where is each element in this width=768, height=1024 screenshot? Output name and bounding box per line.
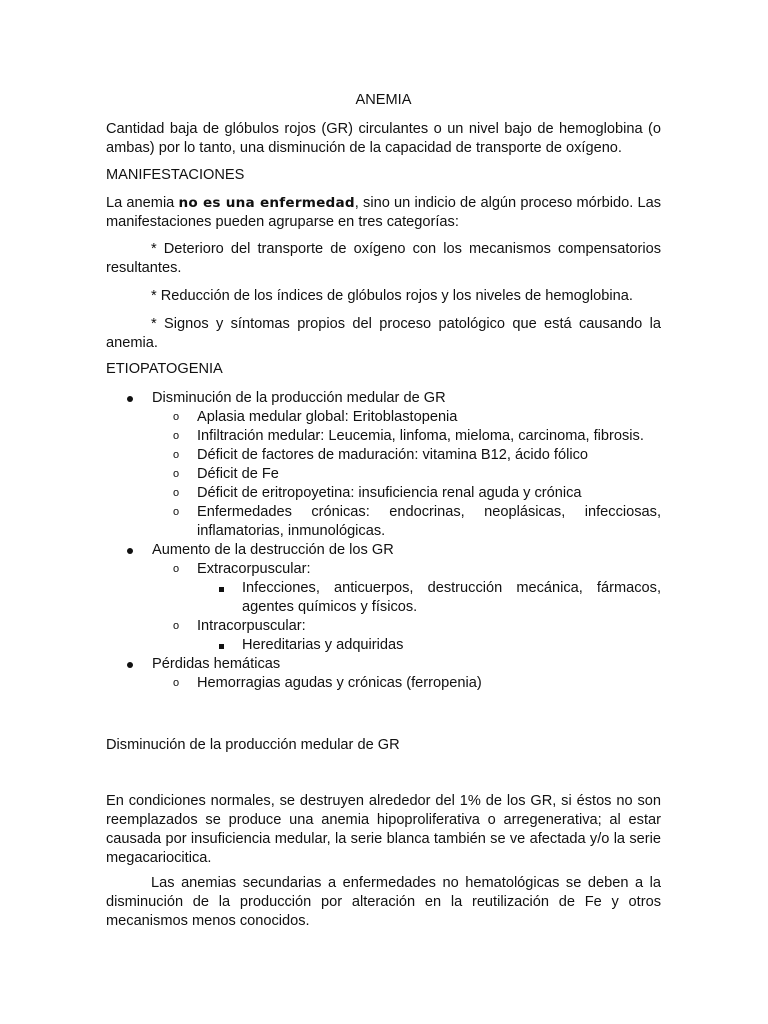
category-paragraph: * Signos y síntomas propios del proceso patológico que está causando la anemia. <box>106 316 661 351</box>
circle-bullet-icon: o <box>173 430 180 442</box>
square-bullet-icon <box>219 636 224 655</box>
list-item <box>106 655 661 674</box>
list-item <box>106 408 661 427</box>
list-item <box>106 427 661 446</box>
list-item-text: Intracorpuscular: <box>197 618 306 634</box>
list-item-text: Aplasia medular global: Eritoblastopenia <box>197 409 458 425</box>
category-paragraph: * Reducción de los índices de glóbulos rojos y los niveles de hemoglobina. <box>151 288 633 304</box>
list-item <box>106 617 661 636</box>
list-item <box>106 636 661 655</box>
intro-bold-text: no es una enfermedad <box>178 195 355 211</box>
list-item-text: Infecciones, anticuerpos, destrucción mecánica, fármacos, agentes químicos y físicos. <box>242 580 661 615</box>
circle-bullet-icon: o <box>173 506 180 518</box>
list-item <box>106 541 661 560</box>
category-paragraph: * Deterioro del transporte de oxígeno con los mecanismos compensatorios resultantes. <box>106 241 661 276</box>
list-item-text: Déficit de factores de maduración: vitamina B12, ácido fólico <box>197 447 588 463</box>
circle-bullet-icon: o <box>173 677 180 689</box>
square-bullet-icon <box>219 579 224 598</box>
intro-text-continued: , sino un indicio de algún proceso mórbido. Las manifestaciones pueden agruparse en tres categorías: <box>106 195 662 230</box>
section-paragraph: Las anemias secundarias a enfermedades no hematológicas se deben a la disminución de la producción por alteración en la reutilización de Fe y otros mecanismos menos conocidos. <box>106 875 661 929</box>
list-item <box>106 560 661 579</box>
definition-paragraph: Cantidad baja de glóbulos rojos (GR) circulantes o un nivel bajo de hemoglobina (o ambas) por lo tanto, una disminución de la capacidad de transporte de oxígeno. <box>106 121 661 156</box>
list-item-text: Disminución de la producción medular de GR <box>152 390 446 406</box>
etiopatogenia-list <box>106 389 661 693</box>
list-item-text: Déficit de Fe <box>197 466 279 482</box>
circle-bullet-icon: o <box>173 449 180 461</box>
bullet-icon <box>127 655 133 674</box>
list-item-text: Aumento de la destrucción de los GR <box>152 542 394 558</box>
etiopatogenia-heading: ETIOPATOGENIA <box>106 361 223 377</box>
list-item <box>106 446 661 465</box>
list-item <box>106 579 661 617</box>
list-item-text: Enfermedades crónicas: endocrinas, neoplásicas, infecciosas, inflamatorias, inmunológicas. <box>197 504 661 539</box>
intro-text: La anemia <box>106 195 179 211</box>
circle-bullet-icon: o <box>173 468 180 480</box>
list-item <box>106 674 661 693</box>
circle-bullet-icon: o <box>173 487 180 499</box>
list-item-text: Déficit de eritropoyetina: insuficiencia renal aguda y crónica <box>197 485 582 501</box>
list-item-text: Infiltración medular: Leucemia, linfoma, mieloma, carcinoma, fibrosis. <box>197 428 644 444</box>
list-item <box>106 465 661 484</box>
bullet-icon <box>127 389 133 408</box>
list-item-text: Pérdidas hemáticas <box>152 656 281 672</box>
manifestaciones-intro <box>106 194 661 232</box>
list-item <box>106 484 661 503</box>
section-paragraph: En condiciones normales, se destruyen alrededor del 1% de los GR, si éstos no son reemplazados se produce una anemia hipoproliferativa o arregenerativa; al estar causada por insuficiencia medular, la serie blanca también se ve afectada y/o la serie megacariocitica. <box>106 793 661 866</box>
bullet-icon <box>127 541 133 560</box>
list-item <box>106 503 661 541</box>
list-item-text: Extracorpuscular: <box>197 561 311 577</box>
manifestaciones-heading: MANIFESTACIONES <box>106 167 245 183</box>
section-heading: Disminución de la producción medular de GR <box>106 737 400 753</box>
circle-bullet-icon: o <box>173 620 180 632</box>
document-title: ANEMIA <box>355 92 412 108</box>
circle-bullet-icon: o <box>173 411 180 423</box>
list-item <box>106 389 661 408</box>
list-item-text: Hemorragias agudas y crónicas (ferropenia) <box>197 675 482 691</box>
list-item-text: Hereditarias y adquiridas <box>242 637 404 653</box>
circle-bullet-icon: o <box>173 563 180 575</box>
